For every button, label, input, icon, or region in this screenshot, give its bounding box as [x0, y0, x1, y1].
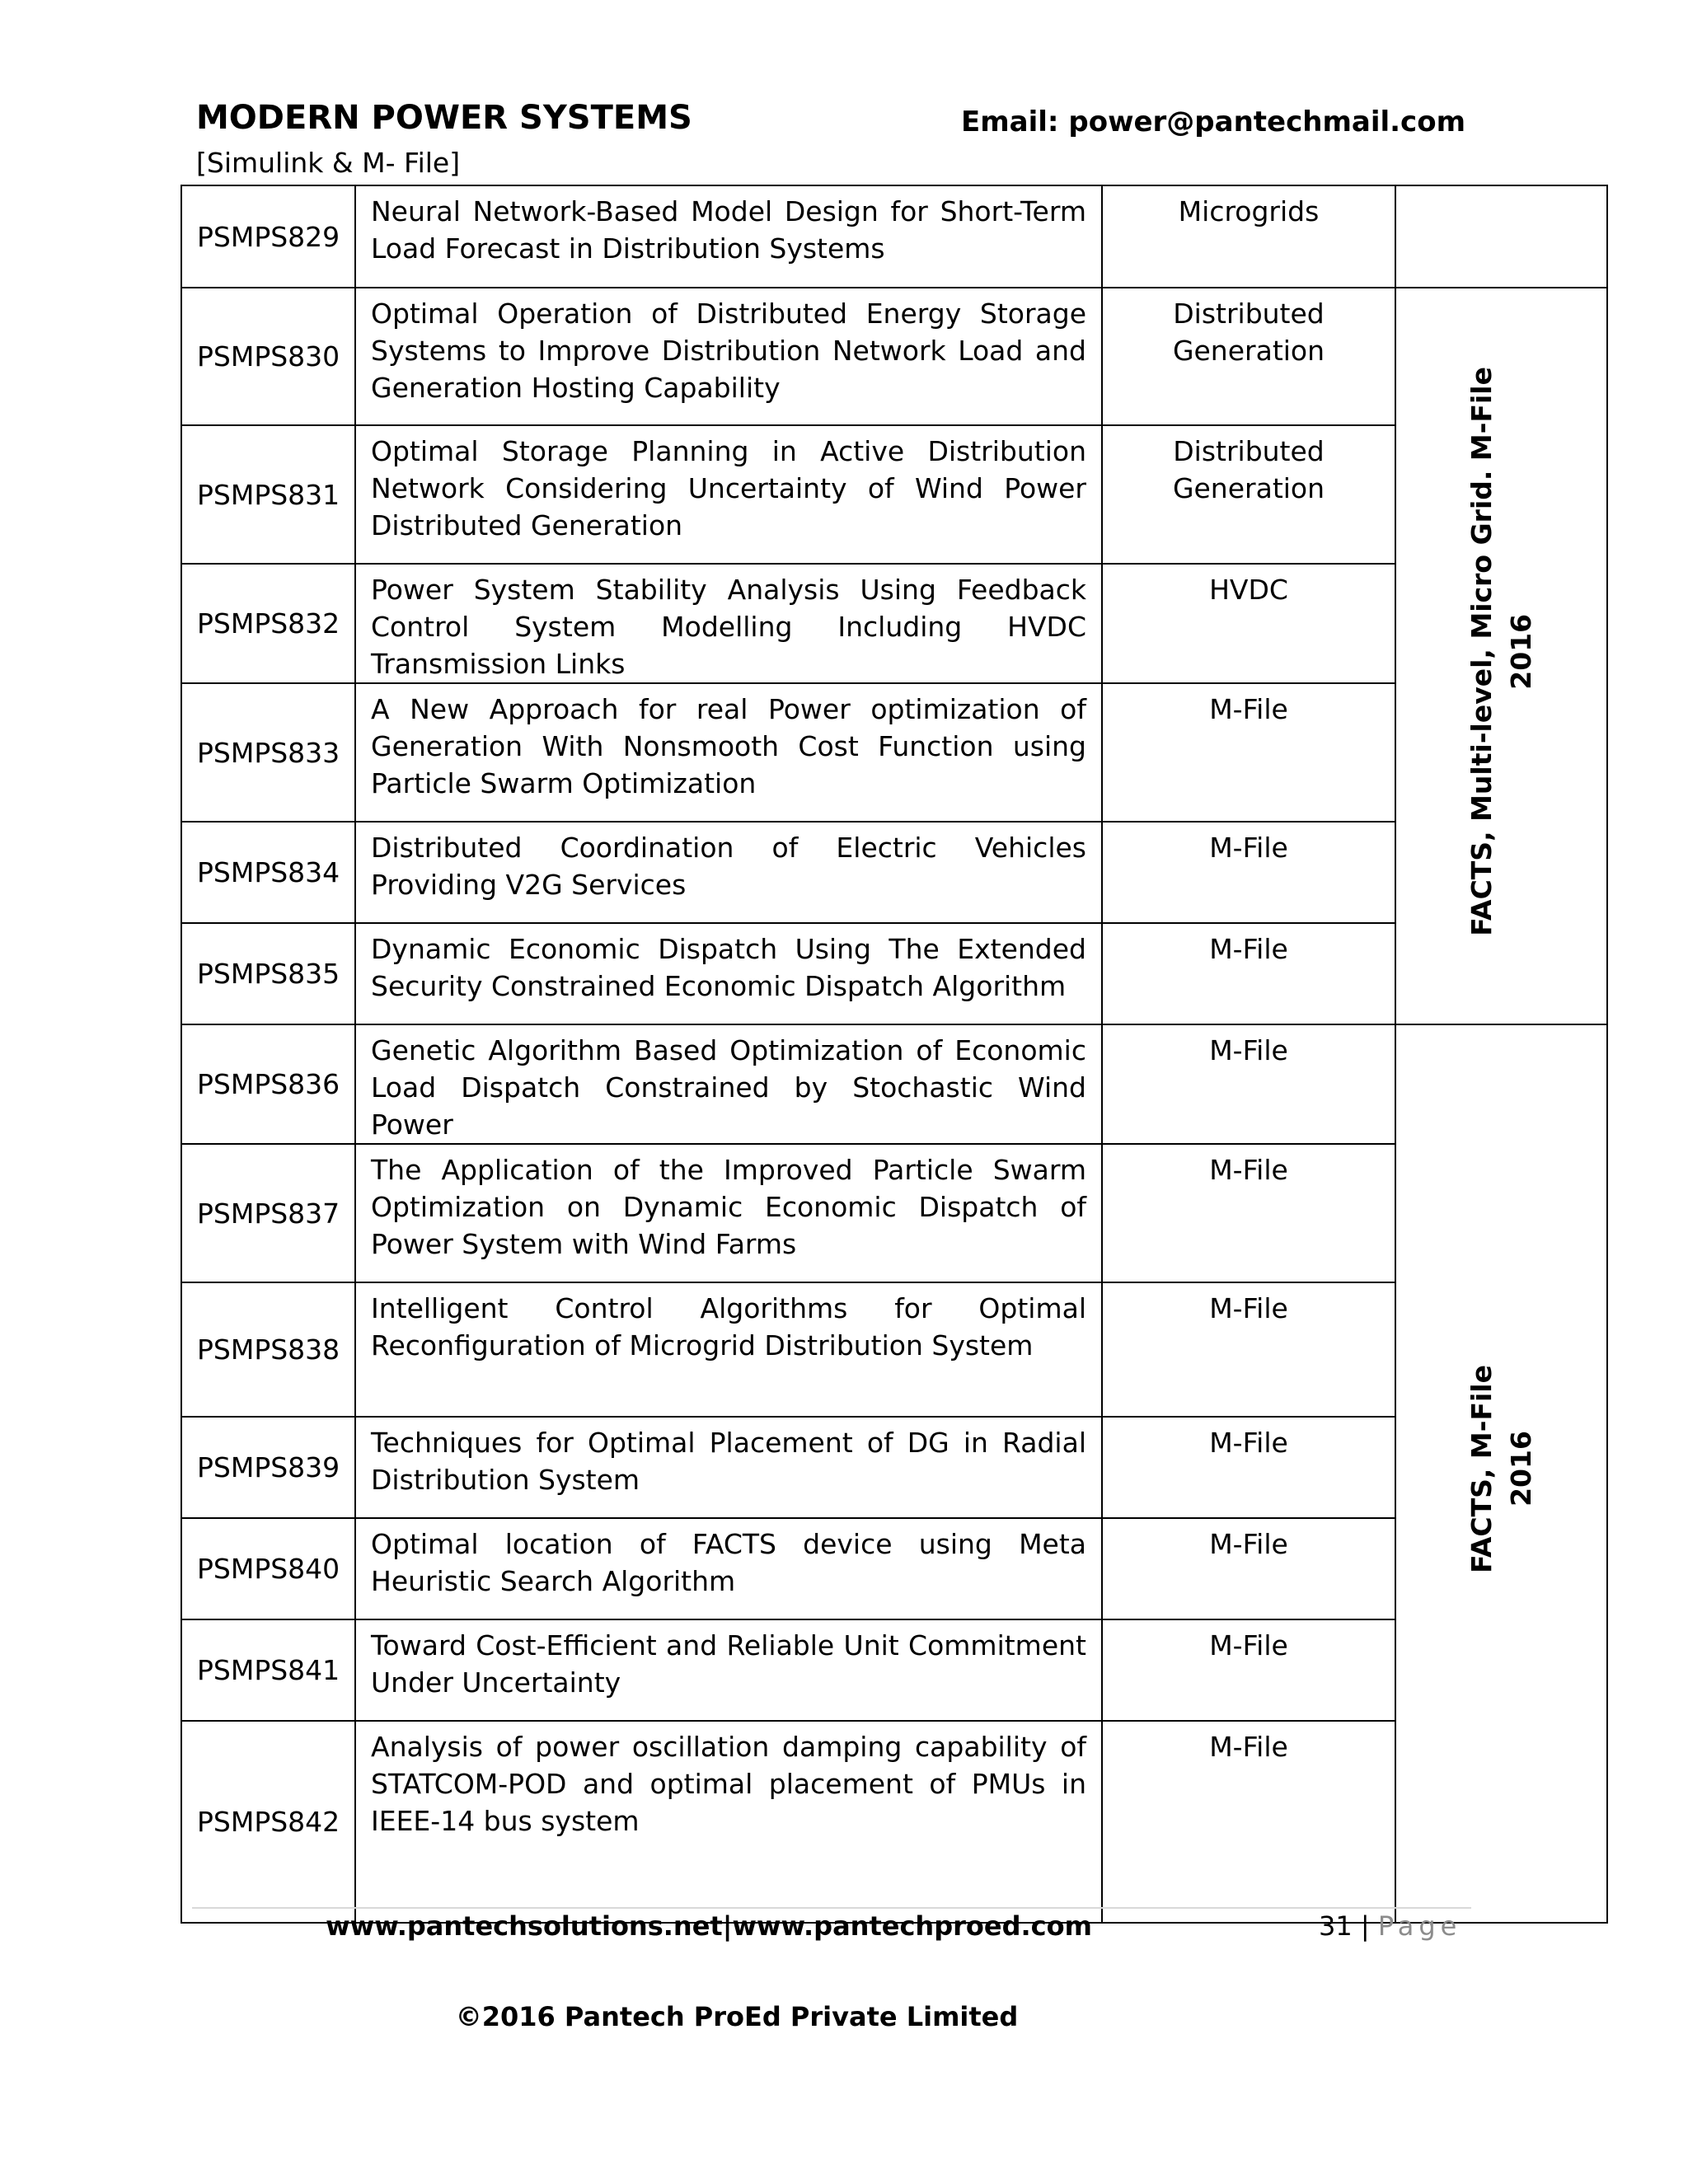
- project-title: Techniques for Optimal Placement of DG in Radial Distribution System: [355, 1417, 1102, 1518]
- project-category: M-File: [1102, 683, 1395, 822]
- table-row: [181, 185, 1607, 288]
- project-category: Microgrids: [1102, 185, 1395, 288]
- group-year: 2016: [1504, 1431, 1537, 1507]
- project-code: PSMPS832: [181, 564, 355, 683]
- category-text: Distributed Generation: [1172, 298, 1325, 367]
- project-title: Intelligent Control Algorithms for Optimal Reconfiguration of Microgrid Distribution System: [355, 1282, 1102, 1417]
- project-title: Optimal Storage Planning in Active Distribution Network Considering Uncertainty of Wind Power Distributed Generation: [355, 425, 1102, 564]
- project-table: [181, 185, 1608, 1924]
- project-code: PSMPS829: [181, 185, 355, 288]
- project-category: M-File: [1102, 1417, 1395, 1518]
- footer-websites: www.pantechsolutions.net|www.pantechproed.com: [326, 1910, 1092, 1942]
- category-text: Distributed Generation: [1172, 435, 1325, 504]
- project-title: Toward Cost-Efficient and Reliable Unit Commitment Under Uncertainty: [355, 1619, 1102, 1721]
- project-category: [1102, 425, 1395, 564]
- project-code: PSMPS837: [181, 1144, 355, 1282]
- project-category: M-File: [1102, 1619, 1395, 1721]
- footer-copyright: ©2016 Pantech ProEd Private Limited: [455, 2001, 1019, 2032]
- document-subtitle: [Simulink & M- File]: [196, 147, 461, 179]
- project-title: Analysis of power oscillation damping capability of STATCOM-POD and optimal placement of PMUs in IEEE-14 bus system: [355, 1721, 1102, 1923]
- project-code: PSMPS834: [181, 822, 355, 923]
- project-title: Power System Stability Analysis Using Feedback Control System Modelling Including HVDC Transmission Links: [355, 564, 1102, 683]
- group-label-text: FACTS, Multi-level, Micro Grid. M-File: [1465, 367, 1498, 936]
- project-code: PSMPS839: [181, 1417, 355, 1518]
- project-title: Distributed Coordination of Electric Vehicles Providing V2G Services: [355, 822, 1102, 923]
- project-category: M-File: [1102, 1024, 1395, 1144]
- table-row: [181, 1144, 1607, 1282]
- table-row: [181, 1721, 1607, 1923]
- project-title: Genetic Algorithm Based Optimization of Economic Load Dispatch Constrained by Stochastic Wind Power: [355, 1024, 1102, 1144]
- group-year: 2016: [1504, 613, 1537, 690]
- project-code: PSMPS842: [181, 1721, 355, 1923]
- project-title: Dynamic Economic Dispatch Using The Extended Security Constrained Economic Dispatch Algorithm: [355, 923, 1102, 1024]
- table-row: [181, 923, 1607, 1024]
- contact-email: Email: power@pantechmail.com: [961, 105, 1465, 138]
- footer-divider: [192, 1907, 1471, 1909]
- project-category: HVDC: [1102, 564, 1395, 683]
- project-title: Optimal Operation of Distributed Energy Storage Systems to Improve Distribution Network Load and Generation Hosting Capability: [355, 288, 1102, 425]
- table-row: [181, 288, 1607, 425]
- table-row: [181, 425, 1607, 564]
- table-row: [181, 1417, 1607, 1518]
- project-category: M-File: [1102, 1282, 1395, 1417]
- project-category: M-File: [1102, 822, 1395, 923]
- table-row: [181, 1024, 1607, 1144]
- page-number-block: [1319, 1910, 1461, 1942]
- page-word: Page: [1377, 1910, 1462, 1942]
- project-title: The Application of the Improved Particle Swarm Optimization on Dynamic Economic Dispatch of Power System with Wind Farms: [355, 1144, 1102, 1282]
- project-title: Neural Network-Based Model Design for Short-Term Load Forecast in Distribution Systems: [355, 185, 1102, 288]
- project-category: M-File: [1102, 1144, 1395, 1282]
- project-code: PSMPS841: [181, 1619, 355, 1721]
- project-code: PSMPS831: [181, 425, 355, 564]
- project-code: PSMPS830: [181, 288, 355, 425]
- table-row: [181, 1518, 1607, 1619]
- project-title: A New Approach for real Power optimization of Generation With Nonsmooth Cost Function using Particle Swarm Optimization: [355, 683, 1102, 822]
- project-code: PSMPS835: [181, 923, 355, 1024]
- project-code: PSMPS840: [181, 1518, 355, 1619]
- page-number: 31: [1319, 1910, 1353, 1942]
- group-label: [1462, 367, 1541, 936]
- project-code: PSMPS833: [181, 683, 355, 822]
- project-code: PSMPS836: [181, 1024, 355, 1144]
- group-cell: [1395, 288, 1607, 1024]
- group-cell-empty: [1395, 185, 1607, 288]
- page-separator: |: [1360, 1910, 1370, 1942]
- project-title: Optimal location of FACTS device using Meta Heuristic Search Algorithm: [355, 1518, 1102, 1619]
- project-code: PSMPS838: [181, 1282, 355, 1417]
- table-row: [181, 683, 1607, 822]
- table-row: [181, 1282, 1607, 1417]
- table-row: [181, 822, 1607, 923]
- footer-copyright-line: [0, 2001, 1688, 2032]
- table-row: [181, 1619, 1607, 1721]
- project-category: [1102, 288, 1395, 425]
- project-category: M-File: [1102, 1518, 1395, 1619]
- group-cell: [1395, 1024, 1607, 1923]
- project-category: M-File: [1102, 923, 1395, 1024]
- table-row: [181, 564, 1607, 683]
- group-label: [1462, 1365, 1541, 1573]
- group-label-text: FACTS, M-File: [1465, 1365, 1498, 1573]
- project-category: M-File: [1102, 1721, 1395, 1923]
- document-title: MODERN POWER SYSTEMS: [196, 99, 692, 137]
